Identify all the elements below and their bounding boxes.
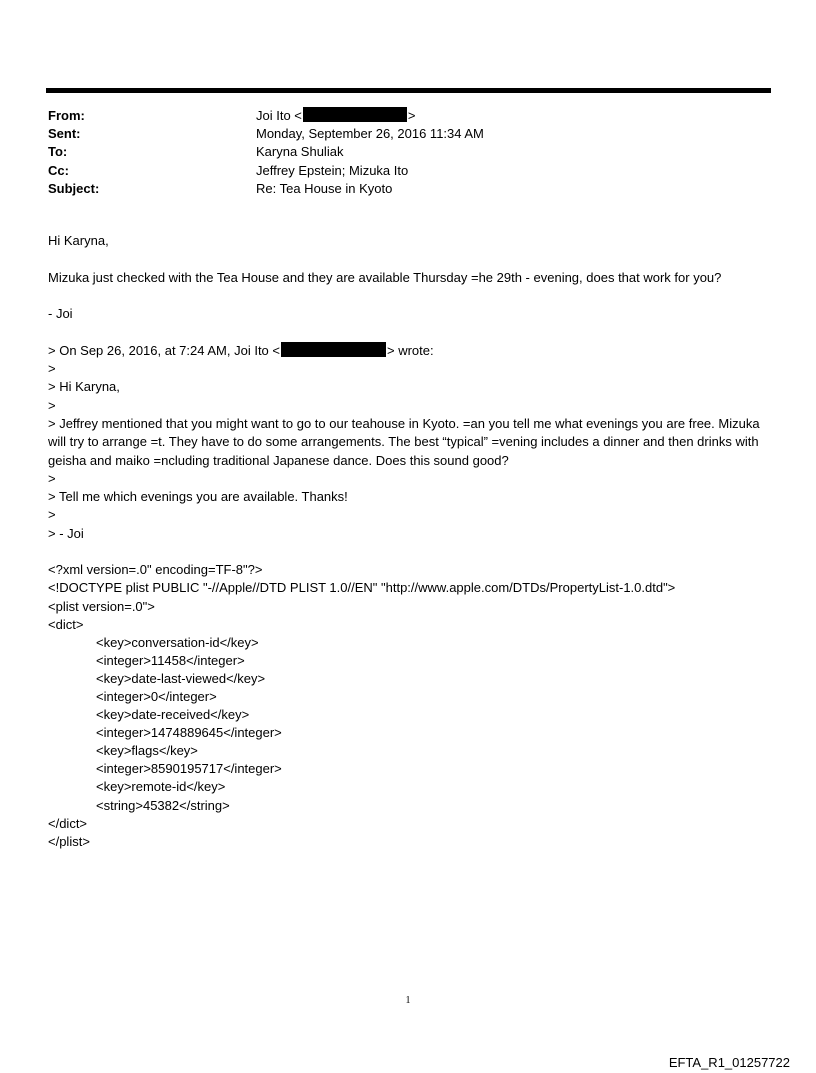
to-row — [48, 143, 484, 161]
xml-entry: <key>date-received</key> — [96, 707, 250, 723]
to-value: Karyna Shuliak — [256, 144, 344, 160]
xml-entry: <integer>0</integer> — [96, 689, 217, 704]
sent-value: Monday, September 26, 2016 11:34 AM — [256, 126, 484, 142]
xml-entry: <key>remote-id</key> — [96, 779, 226, 795]
from-row — [48, 107, 484, 125]
document-id: EFTA_R1_01257722 — [668, 1055, 790, 1070]
redaction-box — [303, 107, 407, 122]
quote-blank-line: > — [48, 470, 56, 486]
xml-plist-open: <plist version=.0"> — [48, 598, 155, 614]
xml-entry: <key>flags</key> — [96, 743, 198, 759]
xml-entry: <key>conversation-id</key> — [96, 634, 259, 650]
xml-entry: <string>45382</string> — [96, 797, 230, 813]
to-label: To: — [48, 144, 68, 160]
signoff: - Joi — [48, 306, 73, 322]
quote-tell: > Tell me which evenings you are available. Thanks! — [48, 489, 348, 505]
quote-intro — [48, 342, 778, 360]
header-rule — [46, 88, 771, 93]
quote-blank-line: > — [48, 507, 56, 523]
from-value — [256, 107, 415, 125]
from-name: Joi Ito < — [256, 108, 302, 123]
xml-dict-open: <dict> — [48, 616, 84, 632]
email-header — [48, 107, 484, 198]
subject-row — [48, 180, 484, 198]
redaction-box — [281, 342, 386, 357]
subject-label: Subject: — [48, 180, 100, 196]
quote-greeting: > Hi Karyna, — [48, 379, 120, 395]
xml-declaration: <?xml version=.0" encoding=TF-8"?> — [48, 562, 263, 578]
quote-intro-after: > wrote: — [387, 342, 434, 358]
xml-plist-close: </plist> — [48, 833, 90, 849]
quote-blank-line: > — [48, 361, 56, 377]
quote-signoff: > - Joi — [48, 525, 84, 541]
xml-entry: <integer>1474889645</integer> — [96, 725, 282, 741]
xml-entry: <key>date-last-viewed</key> — [96, 670, 266, 686]
from-label: From: — [48, 108, 85, 123]
email-body — [48, 232, 778, 851]
xml-doctype: <!DOCTYPE plist PUBLIC "-//Apple//DTD PLIST 1.0//EN" "http://www.apple.com/DTDs/PropertyList-1.0.dtd"> — [48, 580, 676, 596]
message: Mizuka just checked with the Tea House and they are available Thursday =he 29th - evening, does that work for you? — [48, 269, 722, 285]
cc-label: Cc: — [48, 162, 69, 178]
page-number: 1 — [405, 995, 411, 1006]
sent-row — [48, 125, 484, 143]
xml-entry: <integer>11458</integer> — [96, 652, 245, 668]
xml-dict-close: </dict> — [48, 815, 88, 831]
from-close: > — [407, 108, 416, 123]
cc-value: Jeffrey Epstein; Mizuka Ito — [256, 162, 409, 178]
cc-row — [48, 162, 484, 180]
quote-paragraph: > Jeffrey mentioned that you might want to go to our teahouse in Kyoto. =an you tell me what evenings you are free. Mizuka will try to arrange =t. They have to do some arrangements. The best “typical” =vening includes a dinner and then drinks with geisha and maiko =ncluding traditional Japanese dance. Does this sound good? — [48, 415, 760, 468]
xml-entry: <integer>8590195717</integer> — [96, 761, 282, 777]
quote-blank-line: > — [48, 397, 56, 413]
greeting: Hi Karyna, — [48, 233, 109, 248]
subject-value: Re: Tea House in Kyoto — [256, 180, 393, 196]
sent-label: Sent: — [48, 126, 81, 142]
quote-intro-before: > On Sep 26, 2016, at 7:24 AM, Joi Ito < — [48, 342, 280, 358]
